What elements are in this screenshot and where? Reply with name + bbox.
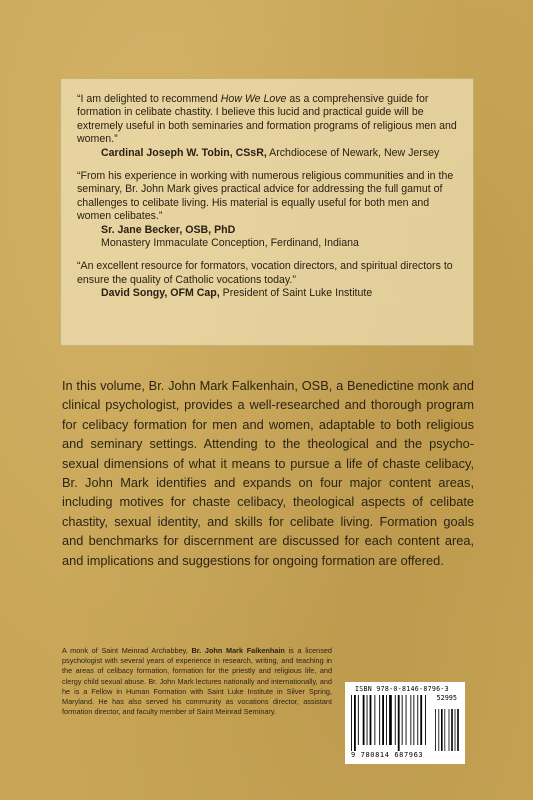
- book-description: In this volume, Br. John Mark Falkenhain, OSB, a Benedictine monk and clinical psychologist, provides a well-researched and thorough program for celibacy formation for men and women, adaptable to both religious and seminary settings. Attending to the theological and the psycho-sexual dimensions of what it means to pursue a life of chaste celibacy, Br. John Mark identifies and expands on four major content areas, including motives for chaste celibacy, theological aspects of celibate chastity, sexual identity, and skills for celibate living. Formation goals and benchmarks for discernment are discussed for each content area, and implications and suggestions for ongoing formation are offered.: [62, 378, 474, 568]
- endorsement-quote: “I am delighted to recommend How We Love as a comprehensive guide for formation in celibate chastity. I believe this lucid and practical guide will be extremely useful in both seminaries and formation programs of religious men and women.”: [77, 93, 457, 146]
- barcode-bar: [406, 695, 407, 745]
- endorsement-attribution: David Songy, OFM Cap, President of Saint Luke Institute: [101, 287, 373, 300]
- barcode-bar: [417, 695, 418, 745]
- barcode-bar: [402, 695, 403, 745]
- barcode-bar: [351, 695, 352, 751]
- barcode-digits: 9 780814 687963: [351, 751, 424, 759]
- barcode-bar: [386, 695, 387, 745]
- barcode-bar: [354, 695, 356, 751]
- barcode-bar: [367, 695, 368, 745]
- isbn-text: ISBN 978-0-8146-8796-3: [355, 685, 449, 693]
- barcode-bar: [382, 695, 384, 745]
- endorsement-attribution: Cardinal Joseph W. Tobin, CSsR, Archdiocese of Newark, New Jersey: [101, 146, 440, 159]
- barcode-bar: [363, 695, 365, 745]
- endorsement-tobin: [77, 93, 459, 160]
- barcode-bar: [370, 695, 372, 745]
- barcode-addon-bar: [455, 709, 456, 751]
- barcode-addon-bar: [438, 709, 439, 751]
- barcode-addon-bar: [451, 709, 453, 751]
- author-name: Br. John Mark Falkenhain: [191, 646, 285, 655]
- barcode-bar: [413, 695, 414, 745]
- barcode-bar: [410, 695, 411, 745]
- endorsements-box: [60, 78, 474, 346]
- endorsement-quote: “From his experience in working with numerous religious communities and in the seminary, Br. John Mark gives practical advice for addressing the full gamut of challenges to celibate living. His material is equally useful for both men and women celibates.”: [77, 170, 454, 223]
- barcode-bar: [398, 695, 400, 751]
- barcode-bar: [389, 695, 392, 745]
- barcode-bar: [425, 695, 426, 745]
- isbn-barcode: [345, 682, 465, 764]
- barcode-addon-bar: [444, 709, 445, 751]
- author-bio: A monk of Saint Meinrad Archabbey, Br. John Mark Falkenhain is a licensed psychologist with several years of experience in research, writing, and teaching in the areas of celibacy formation, formation for the priestly and religious life, and clergy child sexual abuse. Br. John Mark lectures nationally and internationally, and he is a Fellow in Human Formation with Saint Luke Institute in Silver Spring, Maryland. He has also served his community as vocations director, assistant formation director, and faculty member of Saint Meinrad Seminary.: [62, 646, 332, 717]
- barcode-bar: [420, 695, 422, 745]
- barcode-bar: [358, 695, 359, 745]
- endorsement-quote: “An excellent resource for formators, vocation directors, and spiritual directors to ensure the quality of Catholic vocations today.”: [77, 260, 453, 286]
- book-title-italic: How We Love: [220, 93, 287, 105]
- barcode-addon-bar: [457, 709, 459, 751]
- barcode-bar: [395, 695, 396, 745]
- endorsement-becker: [77, 170, 459, 250]
- endorsement-songy: [77, 260, 459, 300]
- barcode-addon-bar: [449, 709, 450, 751]
- barcode-addon-number: 52995: [436, 694, 457, 702]
- barcode-addon-bar: [435, 709, 436, 751]
- barcode-bar: [374, 695, 375, 745]
- barcode-addon-bar: [441, 709, 443, 751]
- endorsement-attribution: Sr. Jane Becker, OSB, PhD: [101, 223, 236, 236]
- barcode-bar: [379, 695, 380, 745]
- endorsement-affiliation: Monastery Immaculate Conception, Ferdinand, Indiana: [101, 237, 359, 250]
